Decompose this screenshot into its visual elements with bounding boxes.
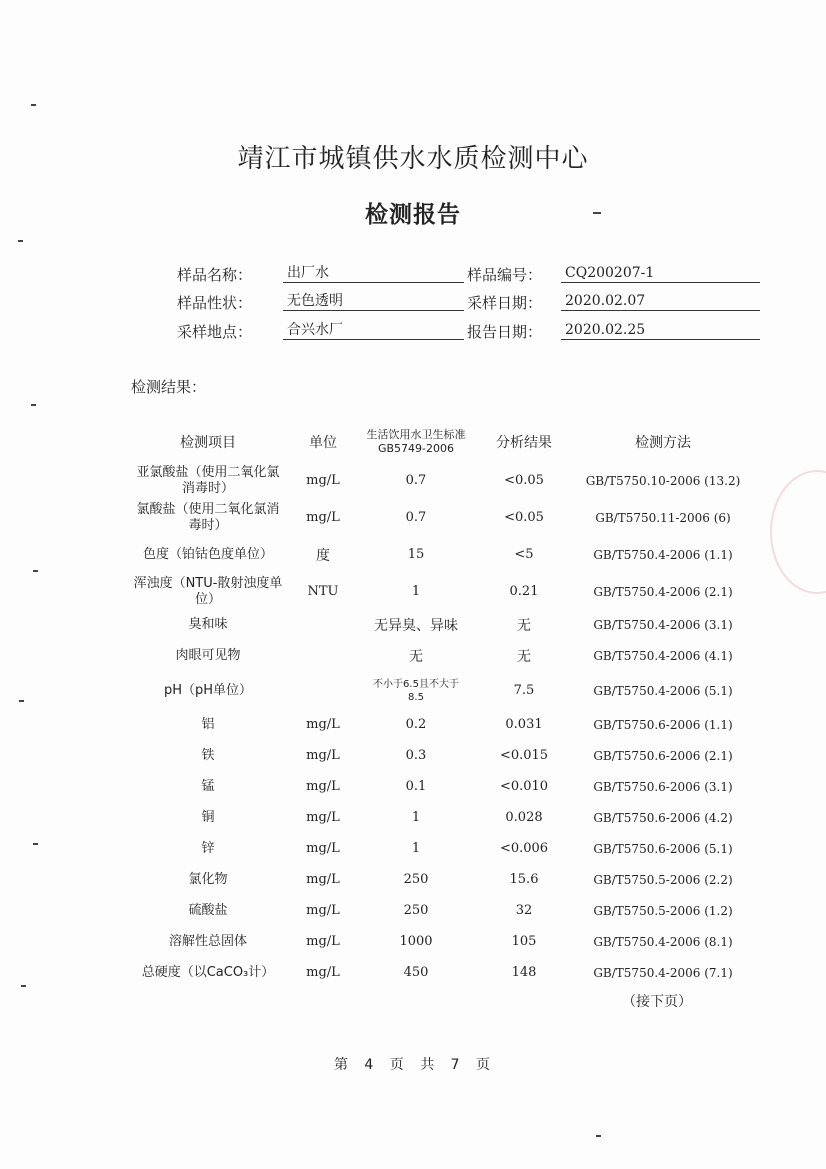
table-row xyxy=(128,864,752,895)
table-row xyxy=(128,895,752,926)
stamp-fragment xyxy=(770,470,826,594)
row-unit: mg/L xyxy=(306,965,340,980)
table-row xyxy=(128,833,752,864)
row-standard: 1 xyxy=(411,810,421,825)
row-standard: 1 xyxy=(411,584,421,599)
row-standard: 1 xyxy=(411,841,421,856)
row-result: 32 xyxy=(515,903,533,918)
row-result: 148 xyxy=(511,965,537,980)
row-standard: 无 xyxy=(409,649,423,665)
row-item: 总硬度（以CaCO₃计） xyxy=(141,964,275,980)
row-standard: 0.3 xyxy=(405,748,427,763)
header-result: 分析结果 xyxy=(496,435,552,451)
row-standard: 0.2 xyxy=(405,717,427,732)
row-standard: 450 xyxy=(403,965,429,980)
header-item: 检测项目 xyxy=(180,435,236,451)
row-standard: 250 xyxy=(403,903,429,918)
row-method: GB/T5750.4-2006 (8.1) xyxy=(593,934,733,949)
row-unit: mg/L xyxy=(306,810,340,825)
table-row xyxy=(128,740,752,771)
row-item: 浑浊度（NTU-散射浊度单位） xyxy=(133,575,283,607)
row-unit: mg/L xyxy=(306,473,340,488)
row-result: <0.05 xyxy=(504,510,544,525)
row-result: <0.05 xyxy=(504,473,544,488)
row-unit: mg/L xyxy=(306,872,340,887)
continued-note: （接下页） xyxy=(622,994,692,1010)
row-standard: 0.7 xyxy=(405,473,427,488)
table-row xyxy=(128,802,752,833)
row-method: GB/T5750.4-2006 (4.1) xyxy=(593,649,733,663)
row-standard: 无异臭、异味 xyxy=(374,618,458,634)
row-result: 无 xyxy=(517,649,531,665)
row-standard: 0.1 xyxy=(405,779,427,794)
row-unit xyxy=(288,640,358,672)
row-standard: 1000 xyxy=(399,934,433,949)
scan-mark xyxy=(21,985,26,987)
row-result: <0.006 xyxy=(499,841,549,856)
table-row xyxy=(128,926,752,957)
table-row xyxy=(128,640,752,672)
sampling-site-value: 合兴水厂 xyxy=(283,320,464,340)
row-method: GB/T5750.4-2006 (5.1) xyxy=(593,683,733,698)
row-method: GB/T5750.11-2006 (6) xyxy=(595,510,731,525)
results-label: 检测结果： xyxy=(131,378,207,396)
row-method: GB/T5750.4-2006 (3.1) xyxy=(593,618,733,632)
row-method: GB/T5750.10-2006 (13.2) xyxy=(585,473,741,488)
row-item: 铁 xyxy=(201,747,215,763)
row-unit: mg/L xyxy=(306,510,340,525)
row-unit xyxy=(288,610,358,640)
row-item: 锰 xyxy=(201,778,215,794)
row-unit xyxy=(288,672,358,709)
scan-mark xyxy=(596,1135,601,1137)
row-item: 氯酸盐（使用二氧化氯消毒时） xyxy=(136,501,280,533)
row-result: 15.6 xyxy=(509,872,539,887)
report-date-value: 2020.02.25 xyxy=(561,320,760,340)
sampling-date-value: 2020.02.07 xyxy=(561,291,760,311)
row-item: 溶解性总固体 xyxy=(168,933,247,949)
table-row xyxy=(128,709,752,740)
row-result: 0.031 xyxy=(505,717,543,732)
row-item: 亚氯酸盐（使用二氧化氯消毒时） xyxy=(136,464,280,496)
sampling-site-label: 采样地点： xyxy=(177,323,253,341)
row-unit: mg/L xyxy=(306,841,340,856)
scan-mark xyxy=(19,700,24,702)
results-table xyxy=(128,422,752,988)
row-standard: 不小于6.5且不大于8.5 xyxy=(373,678,459,703)
row-unit: mg/L xyxy=(306,903,340,918)
scan-mark xyxy=(31,404,36,406)
organization-title: 靖江市城镇供水水质检测中心 xyxy=(237,144,589,174)
row-item: 氯化物 xyxy=(188,871,228,887)
row-result: 0.21 xyxy=(509,584,539,599)
row-method: GB/T5750.6-2006 (3.1) xyxy=(593,779,733,794)
table-row xyxy=(128,462,752,499)
row-method: GB/T5750.6-2006 (4.2) xyxy=(593,810,733,825)
row-result: <5 xyxy=(514,547,534,562)
sampling-date-label: 采样日期： xyxy=(467,294,543,312)
row-item: 铜 xyxy=(201,809,215,825)
row-standard: 15 xyxy=(407,547,425,562)
row-unit: NTU xyxy=(307,584,339,599)
row-unit: mg/L xyxy=(306,779,340,794)
row-result: 0.028 xyxy=(505,810,543,825)
sample-no-value: CQ200207-1 xyxy=(561,263,760,283)
row-result: <0.015 xyxy=(499,748,549,763)
row-unit: mg/L xyxy=(306,934,340,949)
row-unit: 度 xyxy=(316,547,330,564)
sample-state-label: 样品性状： xyxy=(177,294,253,312)
sample-state-value: 无色透明 xyxy=(283,291,464,311)
row-method: GB/T5750.4-2006 (1.1) xyxy=(593,547,733,562)
table-row xyxy=(128,573,752,610)
sample-name-label: 样品名称： xyxy=(177,266,253,284)
row-result: <0.010 xyxy=(499,779,549,794)
sample-name-value: 出厂水 xyxy=(283,263,464,283)
table-row xyxy=(128,672,752,709)
report-title: 检测报告 xyxy=(365,202,461,228)
row-item: 铝 xyxy=(201,716,215,732)
sample-no-label: 样品编号： xyxy=(467,266,543,284)
header-unit: 单位 xyxy=(309,435,337,451)
report-date-label: 报告日期： xyxy=(467,323,543,341)
row-unit: mg/L xyxy=(306,748,340,763)
row-item: 锌 xyxy=(201,840,215,856)
row-item: 臭和味 xyxy=(188,617,228,632)
scan-mark xyxy=(31,104,36,106)
row-method: GB/T5750.6-2006 (5.1) xyxy=(593,841,733,856)
table-header-row xyxy=(128,422,752,462)
row-item: 肉眼可见物 xyxy=(175,648,241,663)
row-method: GB/T5750.6-2006 (1.1) xyxy=(593,717,733,732)
row-result: 7.5 xyxy=(513,683,535,698)
row-result: 105 xyxy=(511,934,537,949)
table-row xyxy=(128,536,752,573)
header-standard: 生活饮用水卫生标准GB5749-2006 xyxy=(366,428,466,455)
row-item: 硫酸盐 xyxy=(188,902,228,918)
row-result: 无 xyxy=(517,618,531,634)
table-row xyxy=(128,957,752,988)
scan-mark xyxy=(18,240,23,242)
table-row xyxy=(128,499,752,536)
table-row xyxy=(128,771,752,802)
row-method: GB/T5750.5-2006 (2.2) xyxy=(593,872,733,887)
scan-mark xyxy=(33,570,38,572)
page-number: 第 4 页 共 7 页 xyxy=(333,1057,493,1073)
scan-mark xyxy=(33,843,38,845)
row-method: GB/T5750.4-2006 (2.1) xyxy=(593,584,733,599)
row-item: pH（pH单位） xyxy=(163,682,253,698)
row-method: GB/T5750.4-2006 (7.1) xyxy=(593,965,733,980)
row-item: 色度（铂钴色度单位） xyxy=(142,546,273,562)
row-standard: 250 xyxy=(403,872,429,887)
row-unit: mg/L xyxy=(306,717,340,732)
row-method: GB/T5750.6-2006 (2.1) xyxy=(593,748,733,763)
row-standard: 0.7 xyxy=(405,510,427,525)
header-method: 检测方法 xyxy=(635,435,691,451)
table-row xyxy=(128,610,752,640)
row-method: GB/T5750.5-2006 (1.2) xyxy=(593,903,733,918)
